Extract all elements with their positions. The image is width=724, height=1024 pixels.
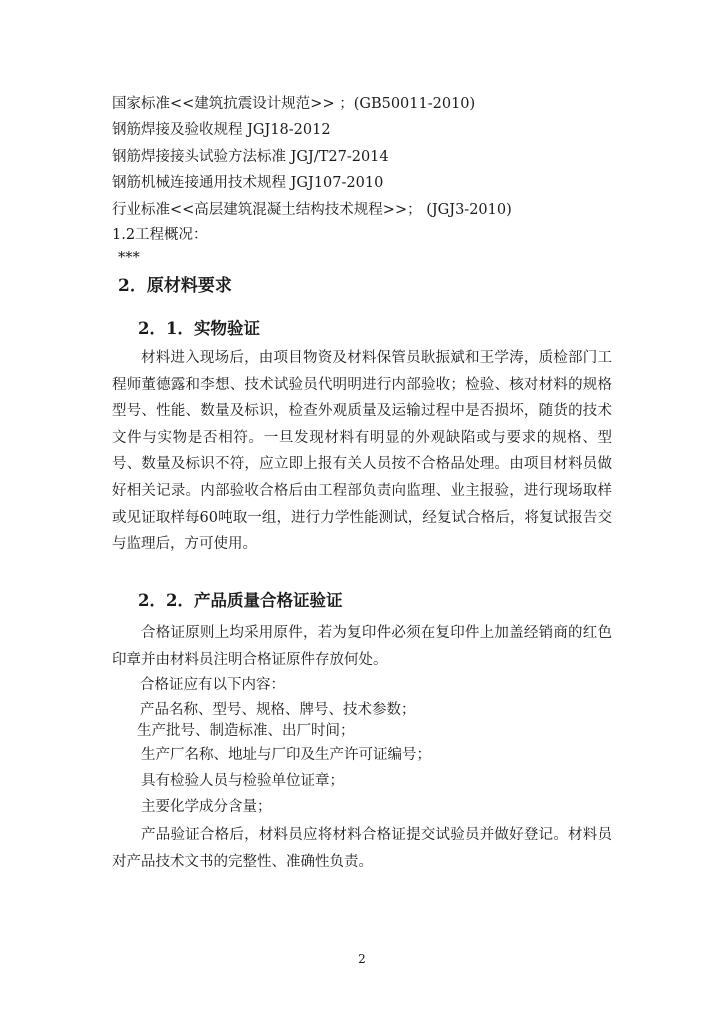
list-intro: 合格证应有以下内容： [140,677,285,693]
certificate-paragraph: 合格证原则上均采用原件，若为复印件必须在复印件上加盖经销商的红色印章并由材料员注明合格证原件存放何处。 [112,625,612,668]
list-item: 产品名称、型号、规格、牌号、技术参数； [140,702,416,718]
closing-paragraph: 产品验证合格后，材料员应将材料合格证提交试验员并做好登记。材料员对产品技术文书的完整性、准确性负责。 [112,827,612,870]
standard-line-1: 国家标准<<建筑抗震设计规范>> ；(GB50011-2010) [112,96,476,112]
page-number: 2 [358,952,366,966]
list-item: 具有检验人员与检验单位证章； [141,773,344,789]
verification-paragraph: 材料进入现场后，由项目物资及材料保管员耿振斌和王学涛，质检部门工程师董德露和李想、技术试验员代明明进行内部验收；检验、核对材料的规格型号、性能、数量及标识，检查外观质量及运输过程中是否损坏，随货的技术文件与实物是否相符。一旦发现材料有明显的外观缺陷或与要求的规格、型号、数量及标识不符，应立即上报有关人员按不合格品处理。由项目材料员做好相关记录。内部验收合格后由工程部负责向监理、业主报验，进行现场取样或见证取样每60吨取一组，进行力学性能测试，经复试合格后，将复试报告交与监理后，方可使用。 [112,350,612,553]
overview-heading: 1.2工程概况： [112,227,208,243]
list-item: 生产厂名称、地址与厂印及生产许可证编号； [141,747,431,763]
section-heading: 2．原材料要求 [118,276,232,296]
standard-line-2: 钢筋焊接及验收规程 JGJ18-2012 [112,122,331,138]
subsection-heading-1: 2．1．实物验证 [138,319,260,338]
standard-line-5: 行业标准<<高层建筑混凝土结构技术规程>>； (JGJ3-2010) [112,202,512,218]
standard-line-4: 钢筋机械连接通用技术规程 JGJ107-2010 [112,175,384,191]
list-item: 生产批号、制造标准、出厂时间； [137,723,355,739]
overview-placeholder: *** [118,250,140,266]
subsection-heading-2: 2．2．产品质量合格证验证 [138,591,343,610]
list-item: 主要化学成分含量； [141,799,272,815]
standard-line-3: 钢筋焊接接头试验方法标准 JGJ/T27-2014 [112,149,389,165]
